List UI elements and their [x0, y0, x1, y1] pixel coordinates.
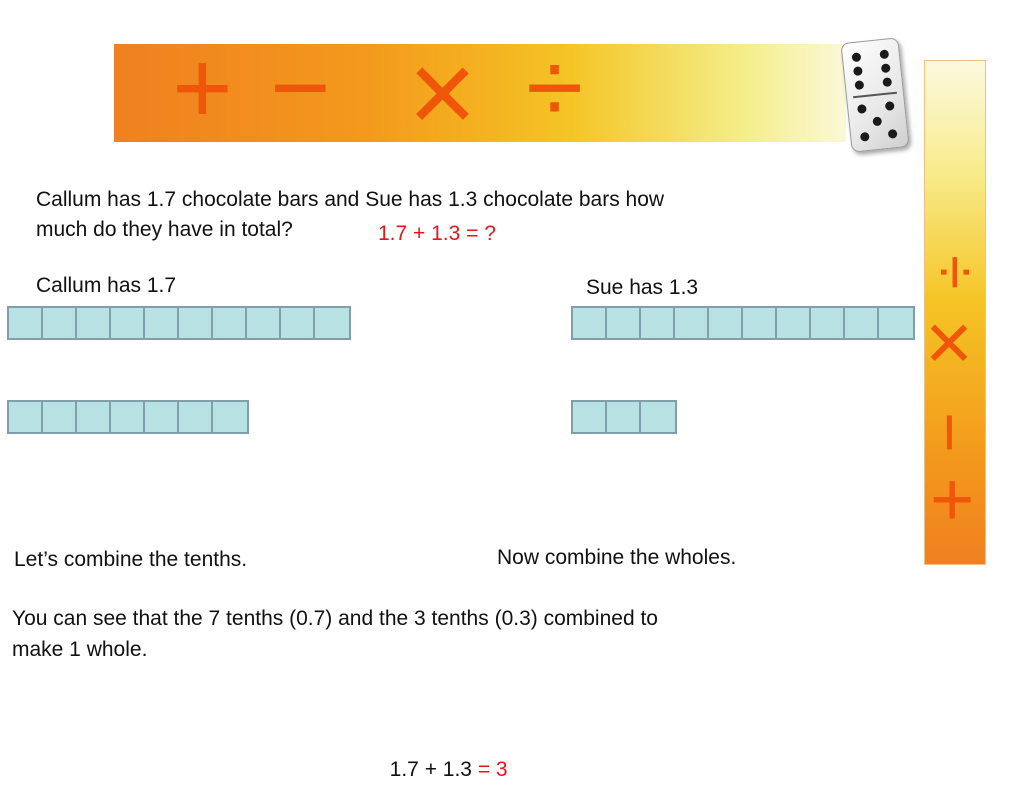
combine-wholes-text: Now combine the wholes.: [497, 546, 737, 569]
explanation-line-1: You can see that the 7 tenths (0.7) and the 3 tenths (0.3) combined to: [12, 607, 658, 630]
answer-result: = 3: [477, 758, 508, 781]
bar-cell: [281, 308, 315, 338]
bar-cell: [213, 308, 247, 338]
bar-cell: [247, 308, 281, 338]
divide-icon: ÷: [920, 255, 990, 290]
bar-cell: [43, 308, 77, 338]
bar-cell: [607, 402, 641, 432]
sue-tenths-bar: [571, 400, 677, 434]
bar-cell: [675, 308, 709, 338]
multiply-icon: ×: [408, 27, 477, 159]
sue-label: Sue has 1.3: [586, 276, 699, 299]
divide-icon: ÷: [526, 30, 584, 146]
bar-cell: [743, 308, 777, 338]
multiply-icon: ×: [925, 297, 973, 388]
bar-cell: [111, 402, 145, 432]
domino-divider: [853, 92, 897, 99]
answer-line: [378, 725, 508, 785]
plus-icon: +: [930, 457, 975, 542]
domino-icon: [840, 37, 909, 152]
minus-icon: −: [910, 412, 989, 453]
bar-cell: [641, 308, 675, 338]
bar-cell: [111, 308, 145, 338]
bar-cell: [145, 402, 179, 432]
bar-cell: [213, 402, 247, 432]
explanation-line-2: make 1 whole.: [12, 638, 148, 661]
bar-cell: [879, 308, 913, 338]
question-line-1: Callum has 1.7 chocolate bars and Sue has 1.3 chocolate bars how: [36, 188, 665, 211]
bar-cell: [709, 308, 743, 338]
bar-cell: [315, 308, 349, 338]
sue-whole-bar: [571, 306, 915, 340]
answer-expression: 1.7 + 1.3: [389, 758, 478, 781]
bar-cell: [607, 308, 641, 338]
callum-tenths-bar: [7, 400, 249, 434]
question-equation: 1.7 + 1.3 = ?: [378, 222, 496, 245]
bar-cell: [179, 402, 213, 432]
bar-cell: [179, 308, 213, 338]
bar-cell: [811, 308, 845, 338]
bar-cell: [573, 402, 607, 432]
combine-tenths-text: Let’s combine the tenths.: [14, 548, 248, 571]
question-line-2: much do they have in total?: [36, 218, 293, 241]
bar-cell: [145, 308, 179, 338]
bar-cell: [573, 308, 607, 338]
bar-cell: [77, 308, 111, 338]
minus-icon: −: [270, 30, 331, 146]
bar-cell: [9, 308, 43, 338]
callum-label: Callum has 1.7: [36, 274, 177, 297]
bar-cell: [641, 402, 675, 432]
bar-cell: [9, 402, 43, 432]
bar-cell: [43, 402, 77, 432]
bar-cell: [777, 308, 811, 338]
bar-cell: [77, 402, 111, 432]
callum-whole-bar: [7, 306, 351, 340]
bar-cell: [845, 308, 879, 338]
plus-icon: +: [172, 30, 233, 146]
